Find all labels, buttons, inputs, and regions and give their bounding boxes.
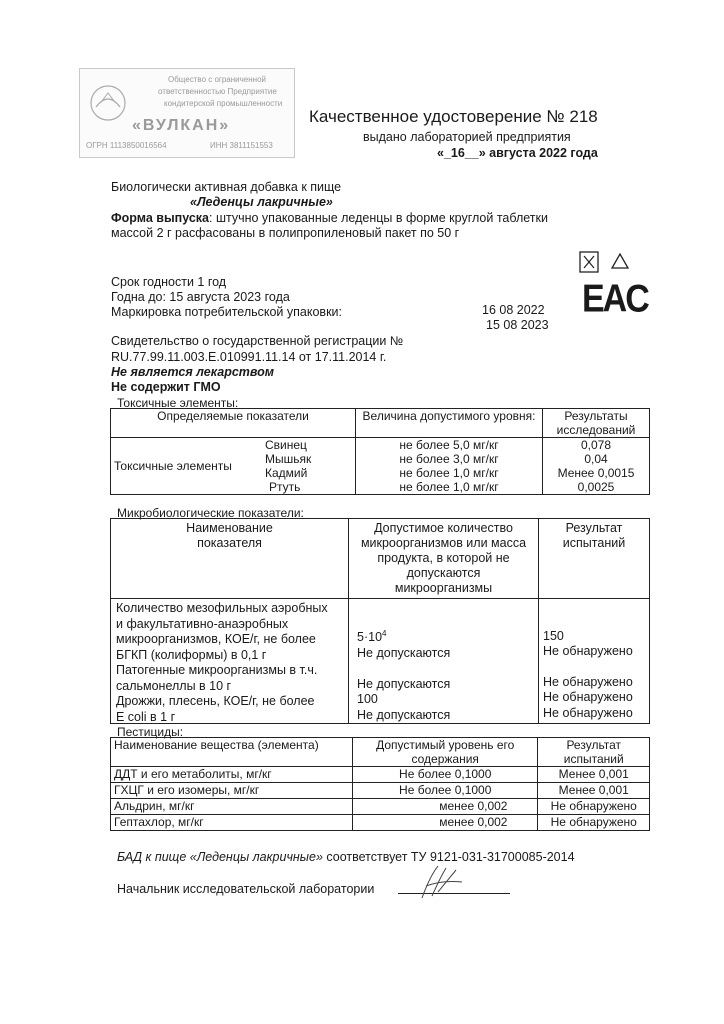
stamp-line1: Общество с ограниченной xyxy=(168,75,266,84)
toxic-group-label: Токсичные элементы xyxy=(111,438,258,495)
micro-header-indicator-2: показателя xyxy=(197,536,262,550)
pest-limit: менее 0,002 xyxy=(352,799,538,815)
stamp-line2: ответственностью Предприятие xyxy=(158,87,277,96)
stamp-logo-icon xyxy=(88,83,128,123)
toxic-element-result: 0,04 xyxy=(543,452,650,466)
pest-table xyxy=(110,737,650,831)
pest-name: ДДТ и его метаболиты, мг/кг xyxy=(111,767,353,783)
micro-result: Не обнаружено xyxy=(543,675,633,689)
micro-header-indicator xyxy=(111,521,348,551)
micro-limit-mesophilic xyxy=(357,629,386,644)
pest-name: Гептахлор, мг/кг xyxy=(111,815,353,831)
micro-limit: 100 xyxy=(357,692,378,706)
micro-header-result xyxy=(539,521,649,551)
micro-result: Не обнаружено xyxy=(543,644,633,658)
pest-result: Менее 0,001 xyxy=(538,767,650,783)
stamp-company-name: «ВУЛКАН» xyxy=(132,117,231,134)
lab-head-label: Начальник исследовательской лаборатории xyxy=(117,882,375,896)
shelf-life: Срок годности 1 год xyxy=(111,275,227,289)
marking-date-1: 16 08 2022 xyxy=(482,303,545,317)
pest-limit: Не более 0,1000 xyxy=(352,783,538,799)
mobius-loop-icon xyxy=(612,254,628,268)
micro-indicator-line: E coli в 1 г xyxy=(116,709,176,724)
toxic-table xyxy=(110,408,650,495)
toxic-caption: Токсичные элементы: xyxy=(117,396,239,410)
micro-indicators xyxy=(116,601,328,725)
micro-indicator-line: Дрожжи, плесень, КОЕ/г, не более xyxy=(116,694,315,708)
toxic-element-result: 0,078 xyxy=(543,438,650,453)
micro-header-limit-5: микроорганизмы xyxy=(394,581,493,595)
micro-indicator-line: и факультативно-анаэробных xyxy=(116,616,289,631)
pest-result: Не обнаружено xyxy=(538,799,650,815)
conformity-spec: соответствует ТУ 9121-031-31700085-2014 xyxy=(322,850,575,864)
micro-table xyxy=(110,518,650,724)
micro-header-limit-2: микроорганизмов или масса xyxy=(360,536,527,550)
release-form-label: Форма выпуска xyxy=(111,211,209,225)
pest-result: Не обнаружено xyxy=(538,815,650,831)
micro-indicator-line: БГКП (колиформы) в 0,1 г xyxy=(116,647,267,662)
micro-limit: Не допускаются xyxy=(357,708,451,722)
toxic-element-limit: не более 5,0 мг/кг xyxy=(356,438,543,453)
product-name: «Леденцы лакричные» xyxy=(190,195,333,209)
valid-until: Годна до: 15 августа 2023 года xyxy=(111,290,290,304)
no-gmo: Не содержит ГМО xyxy=(111,380,221,394)
conformity-product: БАД к пище «Леденцы лакричные» xyxy=(117,850,323,864)
pest-name: ГХЦГ и его изомеры, мг/кг xyxy=(111,783,353,799)
toxic-element-name: Мышьяк xyxy=(265,452,312,466)
release-form xyxy=(111,211,548,225)
toxic-element-name: Кадмий xyxy=(265,466,308,480)
pest-header-result: Результат испытаний xyxy=(538,738,650,767)
package-marking: Маркировка потребительской упаковки: xyxy=(111,305,342,319)
toxic-element-result: 0,0025 xyxy=(543,480,650,495)
micro-header-result-1: Результат xyxy=(565,521,623,535)
toxic-header-result: Результаты исследований xyxy=(543,409,650,438)
toxic-element-limit: не более 1,0 мг/кг xyxy=(356,480,543,495)
micro-result: Не обнаружено xyxy=(543,706,633,720)
micro-result: 150 xyxy=(543,629,564,643)
micro-indicator-line: Количество мезофильных аэробных xyxy=(116,601,328,615)
company-stamp xyxy=(79,68,295,158)
toxic-element-name: Ртуть xyxy=(257,480,356,495)
not-drug: Не является лекарством xyxy=(111,365,275,379)
pest-name: Альдрин, мг/кг xyxy=(111,799,353,815)
release-form-line2: массой 2 г расфасованы в полипропиленовый пакет по 50 г xyxy=(111,226,460,240)
toxic-element-name: Свинец xyxy=(257,438,356,453)
issue-date: «_16__» августа 2022 года xyxy=(437,146,598,160)
micro-result: Не обнаружено xyxy=(543,690,633,704)
toxic-element-limit: не более 1,0 мг/кг xyxy=(356,466,543,480)
micro-header-result-2: испытаний xyxy=(562,536,626,550)
toxic-header-limit: Величина допустимого уровня: xyxy=(356,409,543,438)
pest-limit: Не более 0,1000 xyxy=(352,767,538,783)
micro-header-limit-4: допускаются xyxy=(406,566,481,580)
pest-limit: менее 0,002 xyxy=(352,815,538,831)
registration-line2: RU.77.99.11.003.Е.010991.11.14 от 17.11.2014 г. xyxy=(111,350,387,364)
registration-line1: Свидетельство о государственной регистрации № xyxy=(111,334,404,348)
marking-date-2: 15 08 2023 xyxy=(486,318,549,332)
eac-mark: EAC xyxy=(582,277,648,321)
toxic-header-indicator: Определяемые показатели xyxy=(111,409,356,438)
release-form-text: : штучно упакованные леденцы в форме круглой таблетки xyxy=(209,211,548,225)
product-type: Биологически активная добавка к пище xyxy=(111,180,342,194)
micro-header-limit-1: Допустимое количество xyxy=(374,521,513,535)
micro-limit: Не допускаются xyxy=(357,646,451,660)
signature-icon xyxy=(412,862,472,902)
stamp-inn: ИНН 3811151553 xyxy=(210,141,273,150)
stamp-ogrn: ОГРН 1113850016564 xyxy=(86,141,167,150)
micro-limit: Не допускаются xyxy=(357,677,451,691)
pest-caption: Пестициды: xyxy=(117,725,184,739)
micro-indicator-line: Патогенные микроорганизмы в т.ч. xyxy=(116,663,318,677)
micro-indicator-line: микроорганизмов, КОЕ/г, не более xyxy=(116,632,316,646)
micro-indicator-line: сальмонеллы в 10 г xyxy=(116,678,232,693)
micro-header-limit-3: продукта, в которой не xyxy=(377,551,510,565)
conformity-statement xyxy=(117,850,575,864)
certificate-title: Качественное удостоверение № 218 xyxy=(309,107,598,126)
toxic-element-limit: не более 3,0 мг/кг xyxy=(356,452,543,466)
micro-caption: Микробиологические показатели: xyxy=(117,506,304,520)
pest-header-limit: Допустимый уровень его содержания xyxy=(352,738,538,767)
pest-header-name: Наименование вещества (элемента) xyxy=(111,738,353,767)
micro-limit-base: 5·10 xyxy=(357,630,383,645)
micro-header-limit xyxy=(349,521,538,596)
toxic-element-result: Менее 0,0015 xyxy=(543,466,650,480)
pest-result: Менее 0,001 xyxy=(538,783,650,799)
recycle-icons xyxy=(578,250,638,280)
issued-by: выдано лабораторией предприятия xyxy=(363,130,571,144)
micro-header-indicator-1: Наименование xyxy=(186,521,273,535)
micro-limit-exponent: 4 xyxy=(382,629,387,638)
stamp-line3: кондитерской промышленности xyxy=(164,99,283,108)
